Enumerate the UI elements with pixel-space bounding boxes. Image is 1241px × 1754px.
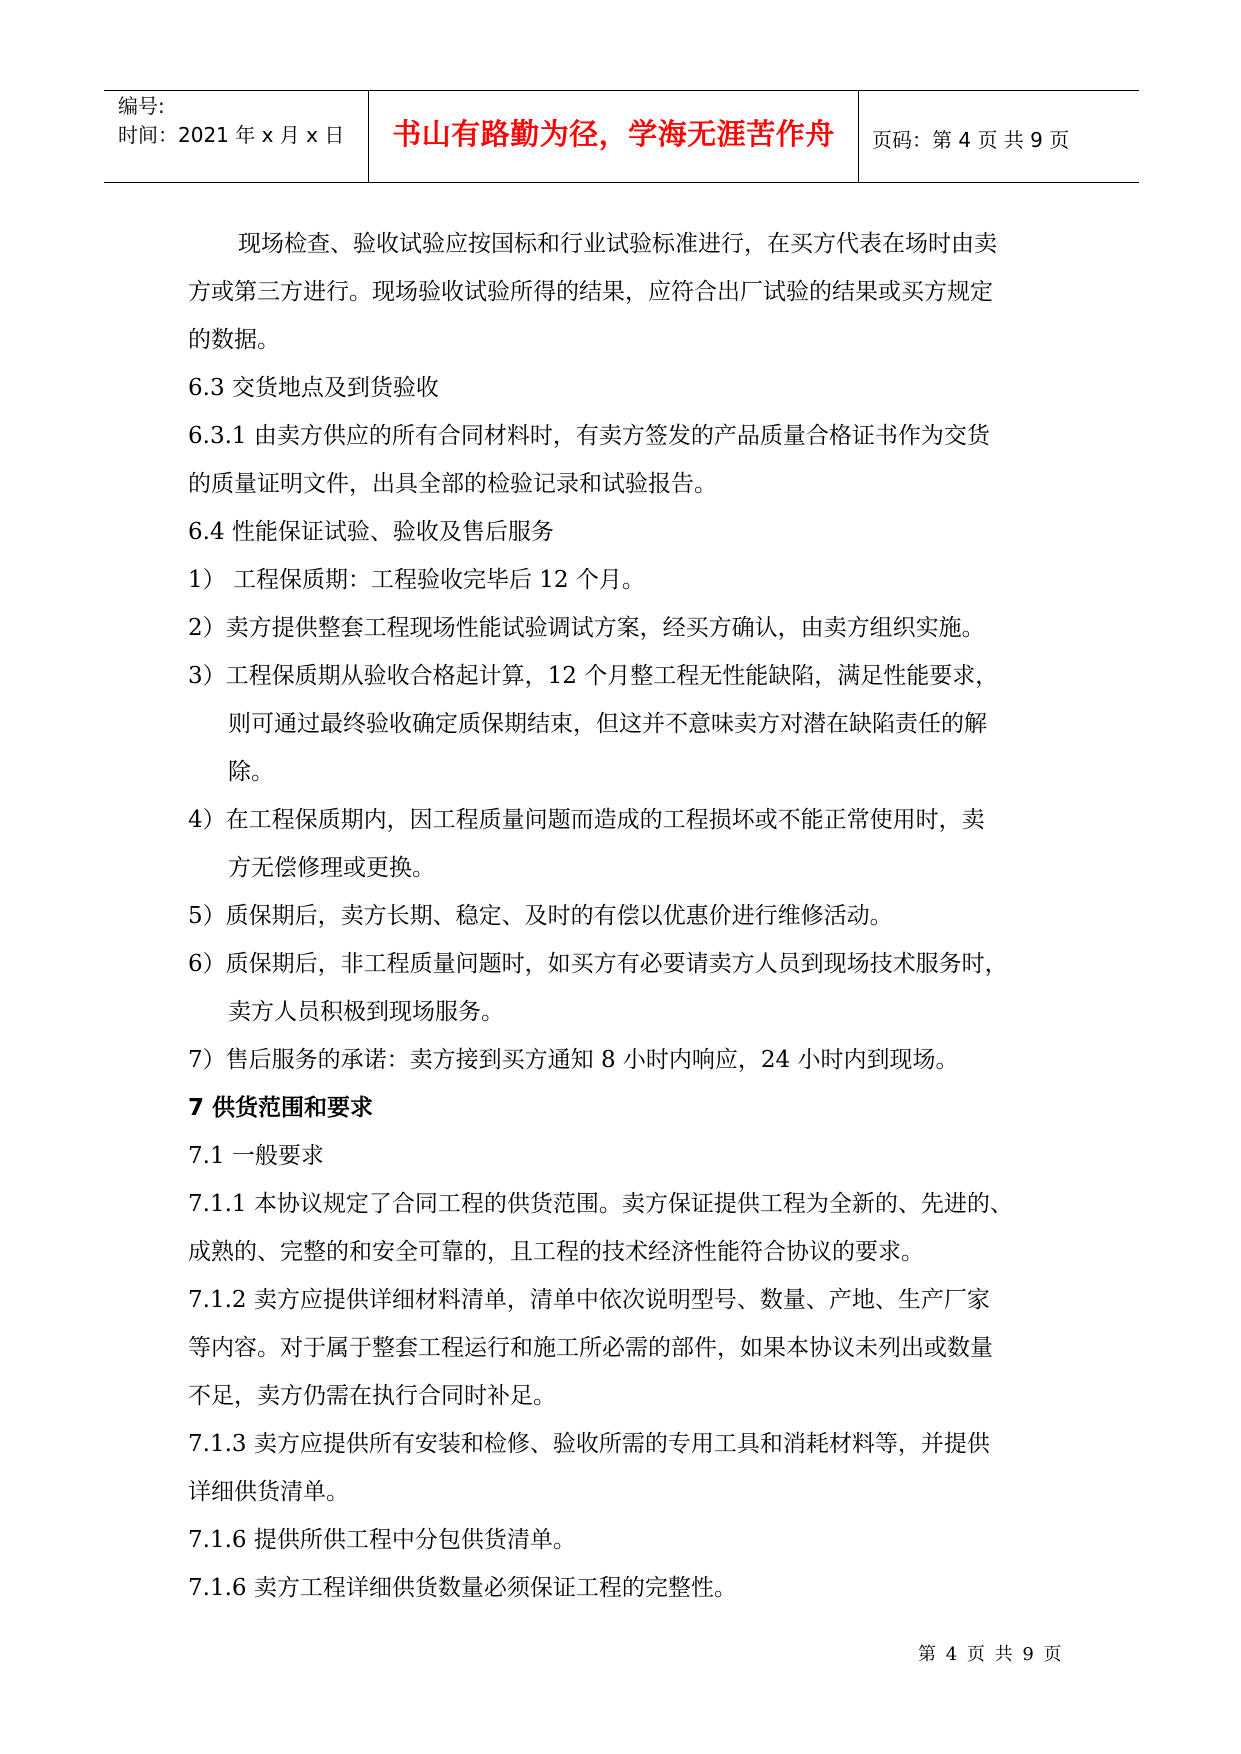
list-item: 6）质保期后，非工程质量问题时，如买方有必要请卖方人员到现场技术服务时， bbox=[188, 951, 1008, 977]
paragraph-line: 详细供货清单。 bbox=[188, 1479, 349, 1505]
list-item-continuation: 方无偿修理或更换。 bbox=[228, 855, 435, 881]
paragraph-line: 方或第三方进行。现场验收试验所得的结果，应符合出厂试验的结果或买方规定 bbox=[188, 279, 993, 305]
footer-page-number: 第 4 页 共 9 页 bbox=[918, 1644, 1064, 1665]
paragraph-line: 成熟的、完整的和安全可靠的，且工程的技术经济性能符合协议的要求。 bbox=[188, 1239, 924, 1265]
section-heading-7-1: 7.1 一般要求 bbox=[188, 1143, 324, 1169]
list-item: 7）售后服务的承诺：卖方接到买方通知 8 小时内响应，24 小时内到现场。 bbox=[188, 1047, 959, 1073]
list-item: 3）工程保质期从验收合格起计算，12 个月整工程无性能缺陷，满足性能要求， bbox=[188, 663, 999, 689]
paragraph-line: 的质量证明文件，出具全部的检验记录和试验报告。 bbox=[188, 471, 717, 497]
paragraph-line: 6.3.1 由卖方供应的所有合同材料时，有卖方签发的产品质量合格证书作为交货 bbox=[188, 423, 990, 449]
paragraph-line: 等内容。对于属于整套工程运行和施工所必需的部件，如果本协议未列出或数量 bbox=[188, 1335, 993, 1361]
list-item: 5）质保期后，卖方长期、稳定、及时的有偿以优惠价进行维修活动。 bbox=[188, 903, 893, 929]
list-item: 4）在工程保质期内，因工程质量问题而造成的工程损坏或不能正常使用时，卖 bbox=[188, 807, 985, 833]
time-label: 时间：2021 年 x 月 x 日 bbox=[118, 123, 345, 147]
header-info bbox=[118, 92, 344, 150]
paragraph-line: 7.1.6 提供所供工程中分包供货清单。 bbox=[188, 1527, 576, 1553]
paragraph-line: 7.1.2 卖方应提供详细材料清单，清单中依次说明型号、数量、产地、生产厂家 bbox=[188, 1287, 990, 1313]
list-item-continuation: 则可通过最终验收确定质保期结束，但这并不意味卖方对潜在缺陷责任的解 bbox=[228, 711, 987, 737]
header-divider-right bbox=[858, 90, 859, 183]
section-heading-6-4: 6.4 性能保证试验、验收及售后服务 bbox=[188, 519, 554, 545]
header-rule-top bbox=[104, 90, 1139, 91]
number-label: 编号: bbox=[118, 94, 165, 118]
paragraph-line: 7.1.1 本协议规定了合同工程的供货范围。卖方保证提供工程为全新的、先进的、 bbox=[188, 1191, 1013, 1217]
section-heading-7: 7 供货范围和要求 bbox=[188, 1095, 374, 1121]
header-motto: 书山有路勤为径，学海无涯苦作舟 bbox=[392, 117, 835, 151]
paragraph-line: 的数据。 bbox=[188, 327, 280, 353]
paragraph-line: 现场检查、验收试验应按国标和行业试验标准进行，在买方代表在场时由卖 bbox=[238, 231, 997, 257]
paragraph-line: 不足，卖方仍需在执行合同时补足。 bbox=[188, 1383, 556, 1409]
list-item-continuation: 除。 bbox=[228, 759, 274, 785]
header-rule-bottom bbox=[104, 182, 1139, 183]
list-item-continuation: 卖方人员积极到现场服务。 bbox=[228, 999, 504, 1025]
list-item: 2）卖方提供整套工程现场性能试验调试方案，经买方确认，由卖方组织实施。 bbox=[188, 615, 985, 641]
list-item: 1） 工程保质期：工程验收完毕后 12 个月。 bbox=[188, 567, 645, 593]
paragraph-line: 7.1.3 卖方应提供所有安装和检修、验收所需的专用工具和消耗材料等，并提供 bbox=[188, 1431, 990, 1457]
document-body bbox=[188, 220, 1068, 1612]
paragraph-line: 7.1.6 卖方工程详细供货数量必须保证工程的完整性。 bbox=[188, 1575, 737, 1601]
section-heading-6-3: 6.3 交货地点及到货验收 bbox=[188, 375, 439, 401]
header-page-label: 页码：第 4 页 共 9 页 bbox=[872, 128, 1070, 152]
